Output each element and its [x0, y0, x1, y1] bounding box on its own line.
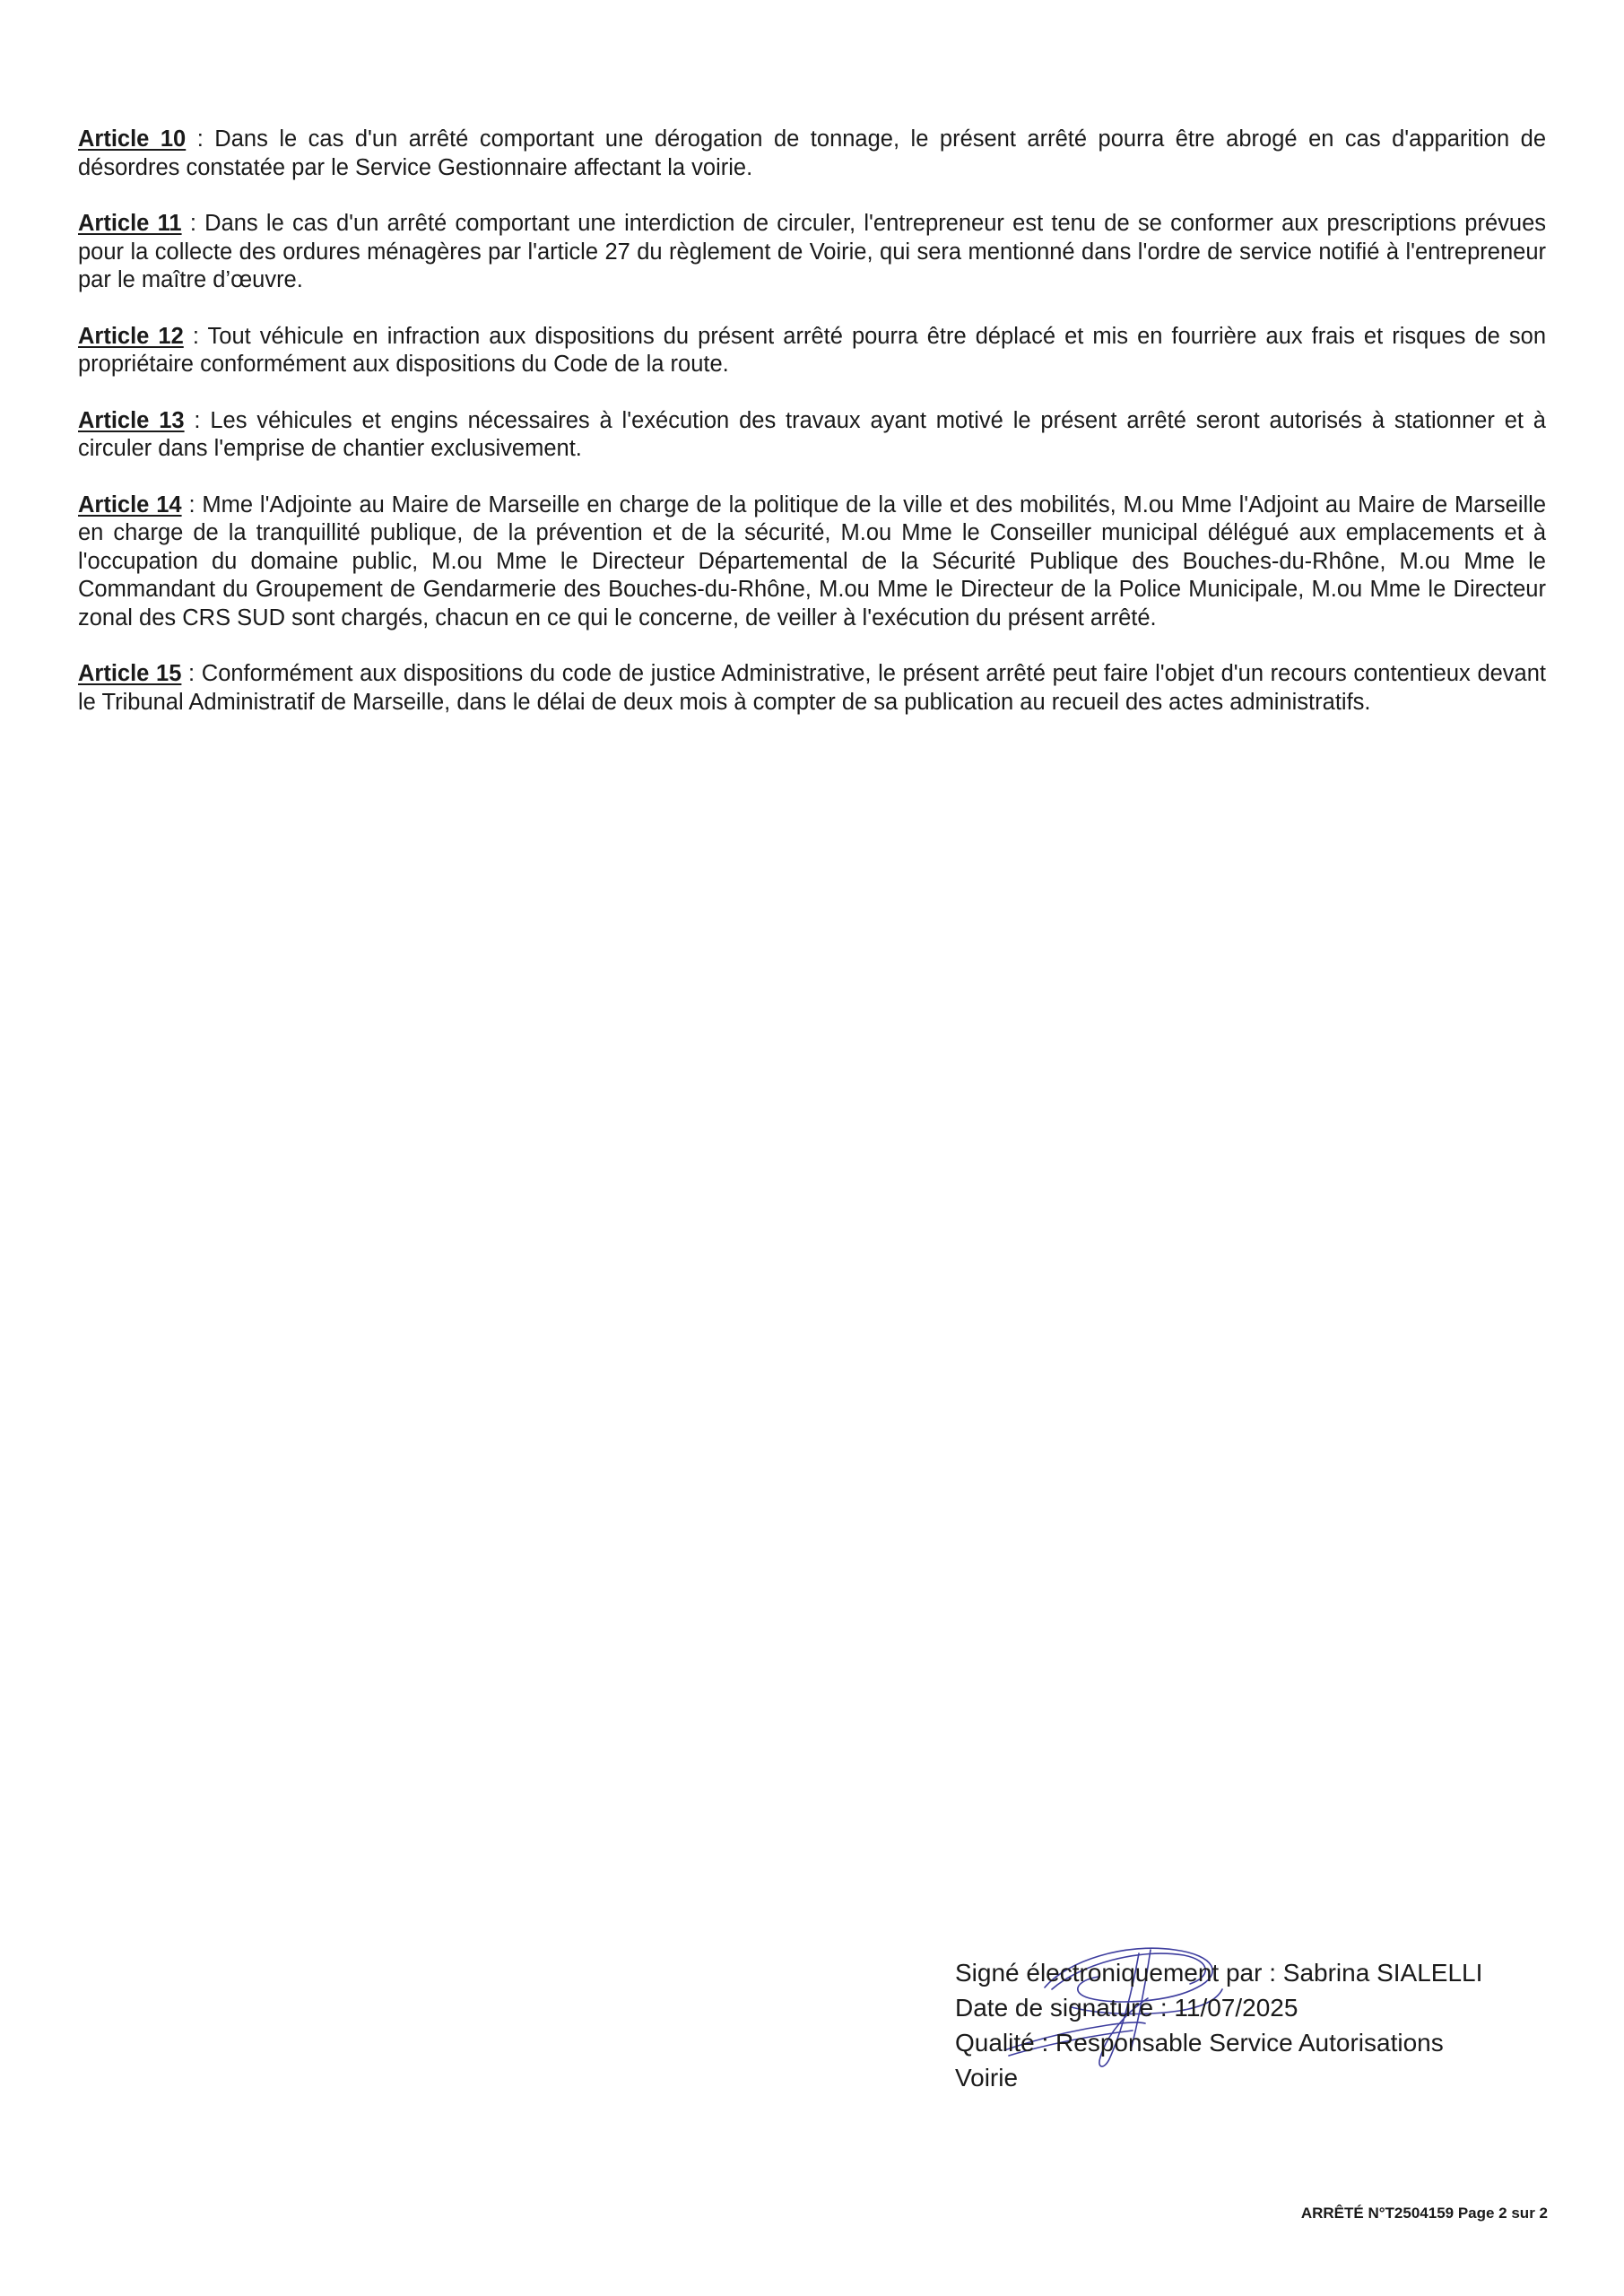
- signature-date-text: Date de signature : 11/07/2025: [955, 1994, 1298, 2022]
- article-text: : Les véhicules et engins nécessaires à l'exécution des travaux ayant motivé le présent arrêté seront autorisés à stationner et à circuler dans l'emprise de chantier exclusivement.: [78, 407, 1546, 461]
- article-11: [78, 210, 1546, 295]
- article-label: Article 12: [78, 323, 184, 349]
- article-label: Article 11: [78, 211, 182, 236]
- article-12: [78, 323, 1546, 379]
- article-text: : Conformément aux dispositions du code de justice Administrative, le présent arrêté peut faire l'objet d'un recours contentieux devant le Tribunal Administratif de Marseille, dans le délai de deux mois à compter de sa publication au recueil des actes administratifs.: [78, 661, 1547, 715]
- article-label: Article 15: [78, 661, 182, 686]
- signed-by-text: Signé électroniquement par : Sabrina SIALELLI: [955, 1959, 1483, 1987]
- article-14: [78, 491, 1546, 633]
- article-13: [78, 407, 1546, 464]
- article-text: : Dans le cas d'un arrêté comportant une dérogation de tonnage, le présent arrêté pourra être abrogé en cas d'apparition de désordres constatée par le Service Gestionnaire affectant la voirie.: [78, 126, 1547, 180]
- article-text: : Tout véhicule en infraction aux dispositions du présent arrêté pourra être déplacé et mis en fourrière aux frais et risques de son propriétaire conformément aux dispositions du Code de la route.: [78, 323, 1546, 377]
- article-15: [78, 660, 1546, 717]
- article-text: : Dans le cas d'un arrêté comportant une interdiction de circuler, l'entrepreneur est tenu de se conformer aux prescriptions prévues pour la collecte des ordures ménagères par l'article 27 du règlement de Voirie, qui sera mentionné dans l'ordre de service notifié à l'entrepreneur par le maître d’œuvre.: [78, 211, 1547, 292]
- electronic-signature-block: [955, 1955, 1565, 2095]
- article-label: Article 10: [78, 126, 187, 152]
- article-label: Article 14: [78, 491, 182, 517]
- document-reference-footer: ARRÊTÉ N°T2504159 Page 2 sur 2: [1300, 2205, 1548, 2222]
- articles-list: [78, 126, 1546, 744]
- signer-quality-text: Qualité : Responsable Service Autorisations Voirie: [955, 2029, 1444, 2092]
- article-10: [78, 126, 1546, 182]
- article-label: Article 13: [78, 407, 185, 433]
- article-text: : Mme l'Adjointe au Maire de Marseille en charge de la politique de la ville et des mobilités, M.ou Mme l'Adjoint au Maire de Marseille en charge de la tranquillité publique, de la prévention et de la sécurité, M.ou Mme le Conseiller municipal délégué aux emplacements et à l'occupation du domaine public, M.ou Mme le Directeur Départemental de la Sécurité Publique des Bouches-du-Rhône, M.ou Mme le Commandant du Groupement de Gendarmerie des Bouches-du-Rhône, M.ou Mme le Directeur de la Police Municipale, M.ou Mme le Directeur zonal des CRS SUD sont chargés, chacun en ce qui le concerne, de veiller à l'exécution du présent arrêté.: [78, 491, 1547, 631]
